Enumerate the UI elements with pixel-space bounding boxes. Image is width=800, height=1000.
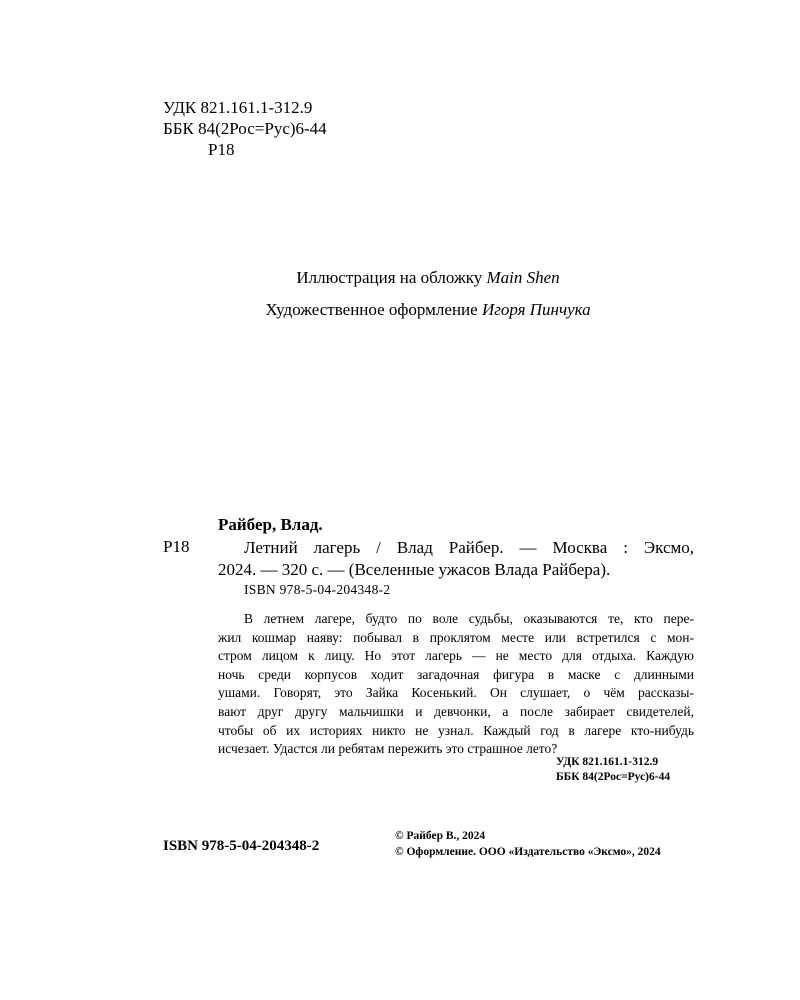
catalog-author: Райбер, Влад. xyxy=(218,515,323,534)
design-credit-name: Игоря Пинчука xyxy=(481,300,591,319)
copyright-author: © Райбер В., 2024 xyxy=(395,830,486,842)
footer-isbn: ISBN 978-5-04-204348-2 xyxy=(163,838,320,854)
annotation-line: чтобы об их историях никто не узнал. Каждый год в лагере кто-нибудь xyxy=(218,722,694,738)
top-classification-codes xyxy=(163,97,327,160)
bibliographic-description xyxy=(218,537,694,581)
annotation-line: ушами. Говорят, это Зайка Косенький. Он слушает, о чём рассказы- xyxy=(218,685,694,701)
catalog-isbn: ISBN 978-5-04-204348-2 xyxy=(244,582,391,597)
biblio-line-2: 2024. — 320 с. — (Вселенные ужасов Влада Райбера). xyxy=(218,560,611,579)
cover-credit-label: Иллюстрация на обложку xyxy=(296,268,487,287)
annotation xyxy=(218,610,694,759)
author-sign: Р18 xyxy=(208,140,235,159)
biblio-line-1: Летний лагерь / Влад Райбер. — Москва : Эксмо, xyxy=(244,538,694,557)
catalog-bbk: ББК 84(2Рос=Рус)6-44 xyxy=(556,771,671,783)
annotation-line: В летнем лагере, будто по воле судьбы, оказываются те, кто пере- xyxy=(244,611,694,626)
udk-code: УДК 821.161.1-312.9 xyxy=(163,98,313,117)
design-credit-label: Художественное оформление xyxy=(265,300,482,319)
design-credit xyxy=(0,300,800,320)
cover-illustration-credit xyxy=(0,268,800,288)
bbk-code: ББК 84(2Рос=Рус)6-44 xyxy=(163,119,327,138)
catalog-udk: УДК 821.161.1-312.9 xyxy=(556,756,659,768)
copyright-block xyxy=(395,828,661,860)
annotation-line: вают друг другу мальчишки и девчонки, а после забирает свидетелей, xyxy=(218,703,694,719)
cover-credit-name: Main Shen xyxy=(486,268,560,287)
annotation-line: жил кошмар наяву: побывал в проклятом месте или встретился с мон- xyxy=(218,629,694,645)
catalog-author-sign: Р18 xyxy=(163,537,190,556)
annotation-line: стром лицом к лицу. Но этот лагерь — не место для отдыха. Каждую xyxy=(218,648,694,664)
annotation-line: ночь среди корпусов ходит загадочная фигура в маске с длинными xyxy=(218,666,694,682)
copyright-design: © Оформление. ООО «Издательство «Эксмо», 2024 xyxy=(395,846,661,858)
catalog-classification-codes xyxy=(556,755,670,785)
annotation-line: исчезает. Удастся ли ребятам пережить это страшное лето? xyxy=(218,741,558,757)
